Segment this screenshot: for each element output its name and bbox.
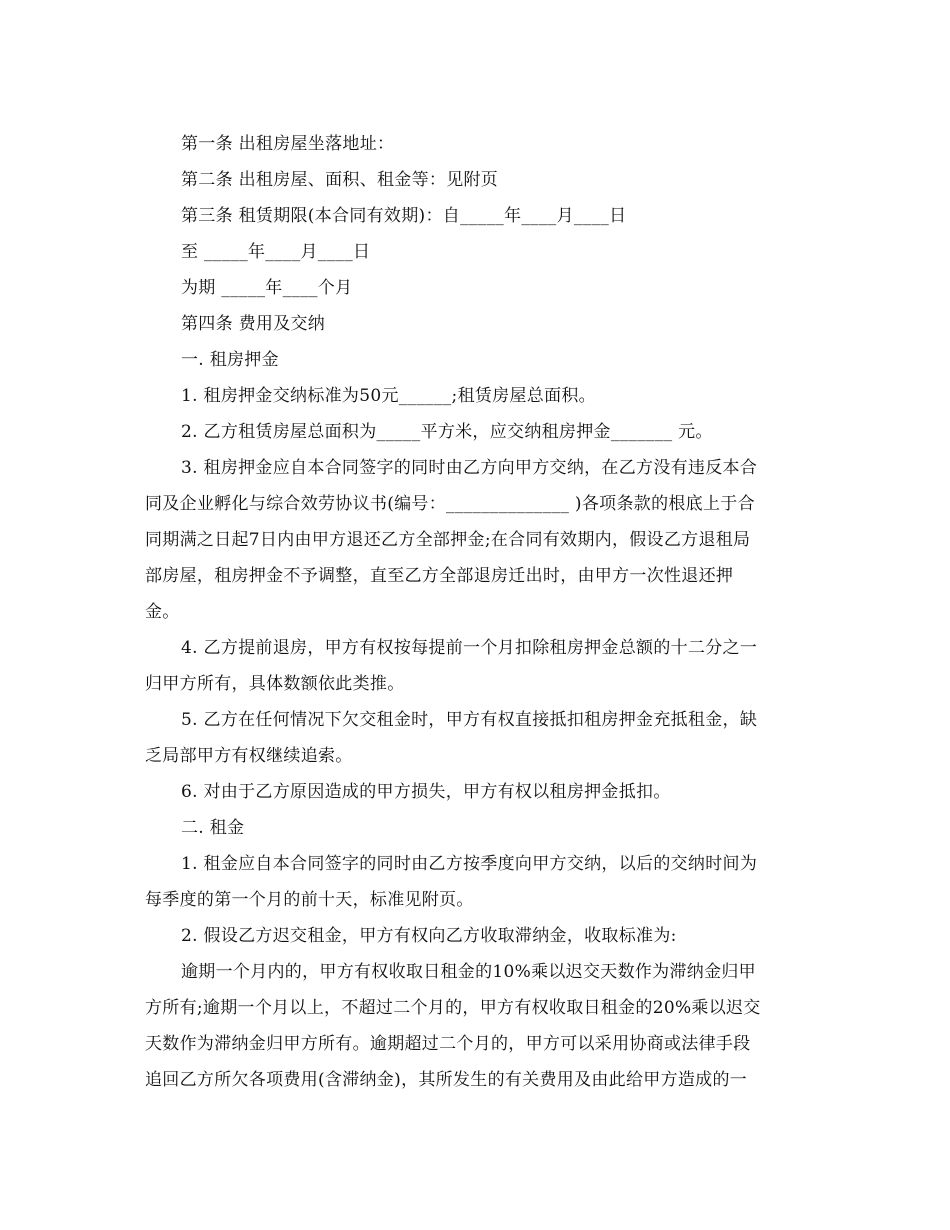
text-line: 二. 租金 bbox=[181, 818, 245, 838]
text-line: 追回乙方所欠各项费用(含滞纳金)，其所发生的有关费用及由此给甲方造成的一 bbox=[145, 1070, 748, 1090]
text-line: 第二条 出租房屋、面积、租金等：见附页 bbox=[181, 170, 499, 190]
text-line: 5. 乙方在任何情况下欠交租金时，甲方有权直接抵扣租房押金充抵租金，缺 bbox=[181, 710, 758, 730]
text-line: 为期 _____年____个月 bbox=[181, 278, 353, 298]
text-line: 4. 乙方提前退房，甲方有权按每提前一个月扣除租房押金总额的十二分之一 bbox=[181, 638, 758, 658]
text-line: 第四条 费用及交纳 bbox=[181, 314, 326, 334]
text-line: 第一条 出租房屋坐落地址： bbox=[181, 134, 395, 154]
text-line: 同期满之日起7日内由甲方退还乙方全部押金;在合同有效期内，假设乙方退租局 bbox=[145, 530, 751, 550]
document-body bbox=[145, 126, 810, 1098]
text-line: 1. 租金应自本合同签字的同时由乙方按季度向甲方交纳，以后的交纳时间为 bbox=[181, 854, 758, 874]
text-line: 部房屋，租房押金不予调整，直至乙方全部退房迁出时，由甲方一次性退还押 bbox=[145, 566, 734, 586]
text-line: 天数作为滞纳金归甲方所有。逾期超过二个月的，甲方可以采用协商或法律手段 bbox=[145, 1034, 751, 1054]
text-line: 第三条 租赁期限(本合同有效期)：自_____年____月____日 bbox=[181, 206, 627, 226]
text-line: 6. 对由于乙方原因造成的甲方损失，甲方有权以租房押金抵扣。 bbox=[181, 782, 671, 802]
text-line: 一. 租房押金 bbox=[181, 350, 279, 370]
text-line: 2. 假设乙方迟交租金，甲方有权向乙方收取滞纳金，收取标准为: bbox=[181, 926, 677, 946]
text-line: 同及企业孵化与综合效劳协议书(编号：______________ )各项条款的根底上于合 bbox=[145, 494, 755, 514]
text-line: 2. 乙方租赁房屋总面积为_____平方米，应交纳租房押金_______ 元。 bbox=[181, 422, 713, 442]
text-line: 乏局部甲方有权继续追索。 bbox=[145, 746, 353, 766]
text-line: 3. 租房押金应自本合同签字的同时由乙方向甲方交纳，在乙方没有违反本合 bbox=[181, 458, 758, 478]
text-line: 逾期一个月内的，甲方有权收取日租金的10%乘以迟交天数作为滞纳金归甲 bbox=[181, 962, 756, 982]
text-line: 归甲方所有，具体数额依此类推。 bbox=[145, 674, 405, 694]
text-line: 金。 bbox=[145, 602, 180, 622]
text-line: 1. 租房押金交纳标准为50元______;租赁房屋总面积。 bbox=[181, 386, 596, 406]
text-line: 方所有;逾期一个月以上，不超过二个月的，甲方有权收取日租金的20%乘以迟交 bbox=[145, 998, 761, 1018]
text-line: 至 _____年____月____日 bbox=[181, 242, 371, 262]
text-line: 每季度的第一个月的前十天，标准见附页。 bbox=[145, 890, 474, 910]
